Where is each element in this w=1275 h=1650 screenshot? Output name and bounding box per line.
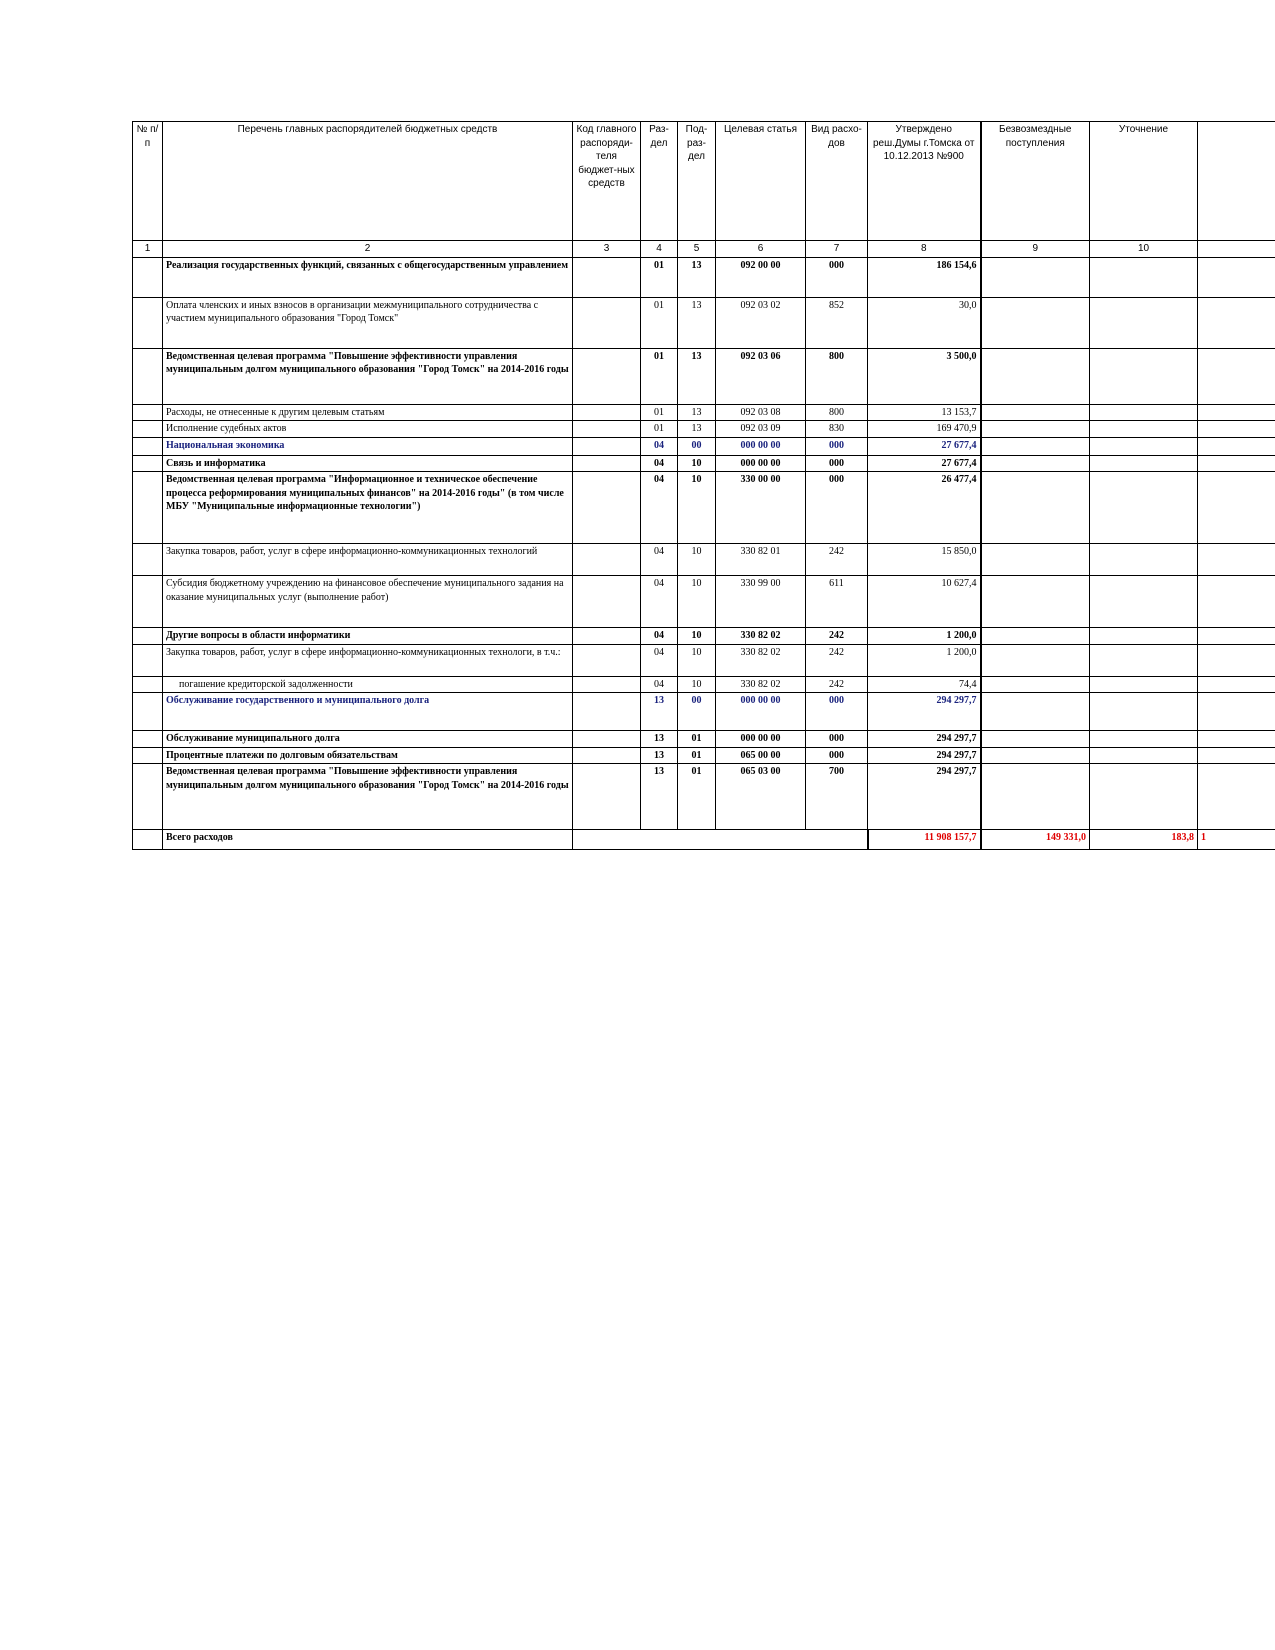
row-type: 242 bbox=[806, 628, 868, 645]
row-name: Исполнение судебных актов bbox=[163, 421, 573, 438]
row-name: Оплата членских и иных взносов в организации межмуниципального сотрудничества с участием муниципального образования "Город Томск" bbox=[163, 297, 573, 348]
row-subsection: 13 bbox=[678, 404, 716, 421]
colnum: 8 bbox=[868, 241, 981, 258]
row-name: Обслуживание муниципального долга bbox=[163, 731, 573, 748]
row-type: 000 bbox=[806, 437, 868, 455]
row-target: 092 03 02 bbox=[716, 297, 806, 348]
row-section: 13 bbox=[641, 764, 678, 830]
row-amount: 1 200,0 bbox=[868, 628, 981, 645]
row-name: Обслуживание государственного и муниципального долга bbox=[163, 693, 573, 731]
row-type: 800 bbox=[806, 404, 868, 421]
header-refinement: Уточнение bbox=[1090, 122, 1198, 241]
row-subsection: 01 bbox=[678, 731, 716, 748]
header-target-item: Целевая статья bbox=[716, 122, 806, 241]
table-body bbox=[133, 257, 1275, 830]
row-target: 330 00 00 bbox=[716, 472, 806, 544]
column-number-row bbox=[133, 241, 1275, 258]
row-subsection: 10 bbox=[678, 576, 716, 628]
row-section: 01 bbox=[641, 348, 678, 404]
row-amount: 10 627,4 bbox=[868, 576, 981, 628]
colnum: 5 bbox=[678, 241, 716, 258]
header-name: Перечень главных распорядителей бюджетных средств bbox=[163, 122, 573, 241]
row-name: Другие вопросы в области информатики bbox=[163, 628, 573, 645]
table-header-row bbox=[133, 122, 1275, 241]
row-type: 000 bbox=[806, 472, 868, 544]
row-target: 000 00 00 bbox=[716, 731, 806, 748]
row-amount: 186 154,6 bbox=[868, 257, 981, 297]
row-name: Процентные платежи по долговым обязательствам bbox=[163, 747, 573, 764]
row-section: 04 bbox=[641, 472, 678, 544]
table-row bbox=[133, 421, 1275, 438]
row-subsection: 10 bbox=[678, 455, 716, 472]
header-free-receipts: Безвозмездные поступления bbox=[981, 122, 1090, 241]
row-section: 04 bbox=[641, 437, 678, 455]
row-target: 092 03 08 bbox=[716, 404, 806, 421]
row-section: 13 bbox=[641, 747, 678, 764]
row-type: 242 bbox=[806, 544, 868, 576]
row-type: 000 bbox=[806, 731, 868, 748]
row-target: 000 00 00 bbox=[716, 693, 806, 731]
row-type: 830 bbox=[806, 421, 868, 438]
row-amount: 26 477,4 bbox=[868, 472, 981, 544]
row-amount: 74,4 bbox=[868, 676, 981, 693]
colnum: 6 bbox=[716, 241, 806, 258]
row-amount: 294 297,7 bbox=[868, 747, 981, 764]
header-expense-type: Вид расхо-дов bbox=[806, 122, 868, 241]
row-subsection: 00 bbox=[678, 693, 716, 731]
table-row bbox=[133, 693, 1275, 731]
header-extra bbox=[1198, 122, 1275, 241]
row-type: 000 bbox=[806, 693, 868, 731]
row-section: 04 bbox=[641, 628, 678, 645]
table-row bbox=[133, 437, 1275, 455]
row-type: 852 bbox=[806, 297, 868, 348]
row-amount: 294 297,7 bbox=[868, 731, 981, 748]
header-section: Раз-дел bbox=[641, 122, 678, 241]
row-section: 04 bbox=[641, 676, 678, 693]
table-row bbox=[133, 747, 1275, 764]
row-name: Закупка товаров, работ, услуг в сфере информационно-коммуникационных технологи, в т.ч.: bbox=[163, 644, 573, 676]
row-target: 330 82 02 bbox=[716, 644, 806, 676]
budget-table bbox=[132, 121, 1275, 850]
table-row bbox=[133, 576, 1275, 628]
table-row bbox=[133, 257, 1275, 297]
row-type: 000 bbox=[806, 455, 868, 472]
colnum: 2 bbox=[163, 241, 573, 258]
row-type: 000 bbox=[806, 257, 868, 297]
row-type: 242 bbox=[806, 644, 868, 676]
row-target: 065 00 00 bbox=[716, 747, 806, 764]
row-name: погашение кредиторской задолженности bbox=[163, 676, 573, 693]
row-amount: 15 850,0 bbox=[868, 544, 981, 576]
row-target: 065 03 00 bbox=[716, 764, 806, 830]
row-name: Реализация государственных функций, связанных с общегосударственным управлением bbox=[163, 257, 573, 297]
table-row bbox=[133, 348, 1275, 404]
total-row bbox=[133, 830, 1275, 850]
row-name: Ведомственная целевая программа "Повышение эффективности управления муниципальным долгом муниципального образования "Город Томск" на 2014-2016 годы bbox=[163, 348, 573, 404]
row-amount: 169 470,9 bbox=[868, 421, 981, 438]
table-row bbox=[133, 297, 1275, 348]
row-target: 092 00 00 bbox=[716, 257, 806, 297]
row-amount: 27 677,4 bbox=[868, 455, 981, 472]
header-subsection: Под-раз-дел bbox=[678, 122, 716, 241]
row-amount: 13 153,7 bbox=[868, 404, 981, 421]
total-label: Всего расходов bbox=[163, 830, 573, 850]
table-row bbox=[133, 472, 1275, 544]
row-name: Закупка товаров, работ, услуг в сфере информационно-коммуникационных технологий bbox=[163, 544, 573, 576]
colnum: 9 bbox=[981, 241, 1090, 258]
header-code: Код главного распоряди-теля бюджет-ных средств bbox=[573, 122, 641, 241]
row-target: 330 82 02 bbox=[716, 676, 806, 693]
row-amount: 1 200,0 bbox=[868, 644, 981, 676]
total-free-receipts: 149 331,0 bbox=[981, 830, 1090, 850]
table-row bbox=[133, 676, 1275, 693]
table-row bbox=[133, 544, 1275, 576]
header-approved: Утверждено реш.Думы г.Томска от 10.12.2013 №900 bbox=[868, 122, 981, 241]
row-section: 13 bbox=[641, 693, 678, 731]
row-type: 611 bbox=[806, 576, 868, 628]
row-type: 800 bbox=[806, 348, 868, 404]
row-name: Ведомственная целевая программа "Повышение эффективности управления муниципальным долгом муниципального образования "Город Томск" на 2014-2016 годы bbox=[163, 764, 573, 830]
row-subsection: 01 bbox=[678, 747, 716, 764]
row-name: Ведомственная целевая программа "Информационное и техническое обеспечение процесса реформирования муниципальных финансов" на 2014-2016 годы" (в том числе МБУ "Муниципальные информационные технологии") bbox=[163, 472, 573, 544]
table-row bbox=[133, 404, 1275, 421]
row-type: 000 bbox=[806, 747, 868, 764]
row-section: 01 bbox=[641, 404, 678, 421]
row-subsection: 00 bbox=[678, 437, 716, 455]
row-target: 330 99 00 bbox=[716, 576, 806, 628]
row-amount: 30,0 bbox=[868, 297, 981, 348]
table-row bbox=[133, 764, 1275, 830]
row-section: 01 bbox=[641, 297, 678, 348]
row-amount: 294 297,7 bbox=[868, 693, 981, 731]
row-target: 330 82 02 bbox=[716, 628, 806, 645]
total-extra: 1 bbox=[1198, 830, 1275, 850]
colnum: 3 bbox=[573, 241, 641, 258]
row-section: 01 bbox=[641, 421, 678, 438]
row-target: 092 03 09 bbox=[716, 421, 806, 438]
table-row bbox=[133, 644, 1275, 676]
row-name: Связь и информатика bbox=[163, 455, 573, 472]
row-subsection: 13 bbox=[678, 421, 716, 438]
row-section: 13 bbox=[641, 731, 678, 748]
row-section: 04 bbox=[641, 544, 678, 576]
row-section: 04 bbox=[641, 576, 678, 628]
row-subsection: 10 bbox=[678, 472, 716, 544]
row-name: Расходы, не отнесенные к другим целевым статьям bbox=[163, 404, 573, 421]
row-section: 04 bbox=[641, 455, 678, 472]
row-name: Субсидия бюджетному учреждению на финансовое обеспечение муниципального задания на оказание муниципальных услуг (выполнение работ) bbox=[163, 576, 573, 628]
table-row bbox=[133, 455, 1275, 472]
row-subsection: 13 bbox=[678, 297, 716, 348]
row-subsection: 10 bbox=[678, 628, 716, 645]
table-row bbox=[133, 628, 1275, 645]
row-amount: 27 677,4 bbox=[868, 437, 981, 455]
row-section: 04 bbox=[641, 644, 678, 676]
table-row bbox=[133, 731, 1275, 748]
row-amount: 294 297,7 bbox=[868, 764, 981, 830]
row-subsection: 01 bbox=[678, 764, 716, 830]
total-refinement: 183,8 bbox=[1090, 830, 1198, 850]
row-type: 700 bbox=[806, 764, 868, 830]
colnum bbox=[1198, 241, 1275, 258]
total-approved: 11 908 157,7 bbox=[868, 830, 981, 850]
row-section: 01 bbox=[641, 257, 678, 297]
row-target: 092 03 06 bbox=[716, 348, 806, 404]
colnum: 7 bbox=[806, 241, 868, 258]
row-subsection: 10 bbox=[678, 544, 716, 576]
row-subsection: 13 bbox=[678, 348, 716, 404]
row-target: 330 82 01 bbox=[716, 544, 806, 576]
row-target: 000 00 00 bbox=[716, 455, 806, 472]
colnum: 4 bbox=[641, 241, 678, 258]
colnum: 10 bbox=[1090, 241, 1198, 258]
row-name: Национальная экономика bbox=[163, 437, 573, 455]
row-subsection: 10 bbox=[678, 644, 716, 676]
colnum: 1 bbox=[133, 241, 163, 258]
row-amount: 3 500,0 bbox=[868, 348, 981, 404]
row-target: 000 00 00 bbox=[716, 437, 806, 455]
header-number: № п/п bbox=[133, 122, 163, 241]
row-subsection: 13 bbox=[678, 257, 716, 297]
row-type: 242 bbox=[806, 676, 868, 693]
row-subsection: 10 bbox=[678, 676, 716, 693]
